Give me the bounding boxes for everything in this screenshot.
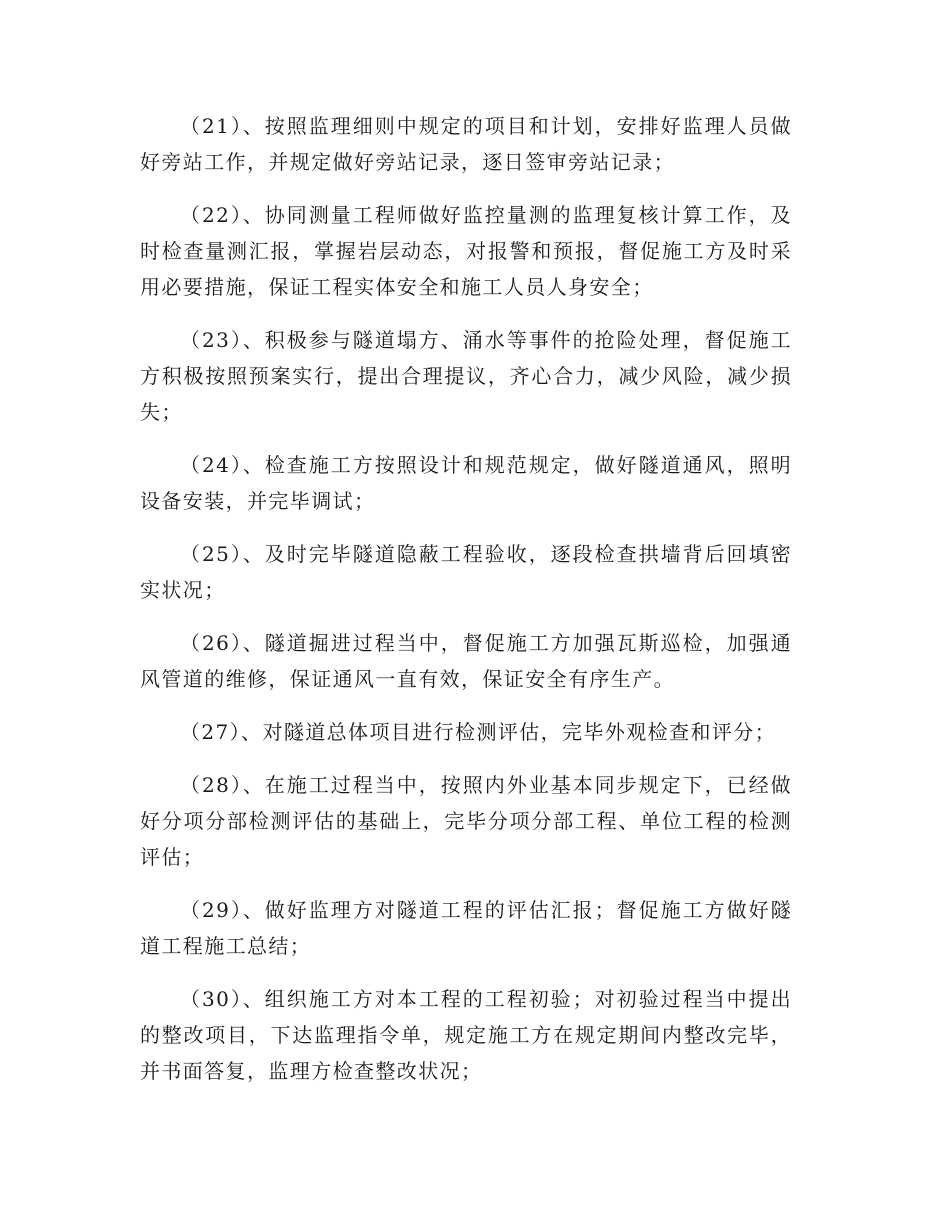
paragraph-28: （28）、在施工过程当中，按照内外业基本同步规定下，已经做好分项分部检测评估的基础上，完毕分项分部工程、单位工程的检测评估； <box>140 773 792 869</box>
paragraph-23: （23）、积极参与隧道塌方、涌水等事件的抢险处理，督促施工方积极按照预案实行，提出合理提议，齐心合力，减少风险，减少损失； <box>140 328 792 424</box>
document-page <box>140 108 792 1106</box>
paragraph-26: （26）、隧道掘进过程当中，督促施工方加强瓦斯巡检，加强通风管道的维修，保证通风一直有效，保证安全有序生产。 <box>140 631 792 691</box>
paragraph-25: （25）、及时完毕隧道隐蔽工程验收，逐段检查拱墙背后回填密实状况； <box>140 542 792 602</box>
paragraph-21: （21）、按照监理细则中规定的项目和计划，安排好监理人员做好旁站工作，并规定做好旁站记录，逐日签审旁站记录； <box>140 114 792 174</box>
paragraph-30: （30）、组织施工方对本工程的工程初验；对初验过程当中提出的整改项目，下达监理指令单，规定施工方在规定期间内整改完毕，并书面答复，监理方检查整改状况； <box>140 987 792 1083</box>
paragraph-29: （29）、做好监理方对隧道工程的评估汇报；督促施工方做好隧道工程施工总结； <box>140 898 792 958</box>
paragraph-27: （27）、对隧道总体项目进行检测评估，完毕外观检查和评分； <box>180 720 777 744</box>
paragraph-22: （22）、协同测量工程师做好监控量测的监理复核计算工作，及时检查量测汇报，掌握岩层动态，对报警和预报，督促施工方及时采用必要措施，保证工程实体安全和施工人员人身安全； <box>140 203 792 299</box>
paragraph-24: （24）、检查施工方按照设计和规范规定，做好隧道通风，照明设备安装，并完毕调试； <box>140 453 792 513</box>
